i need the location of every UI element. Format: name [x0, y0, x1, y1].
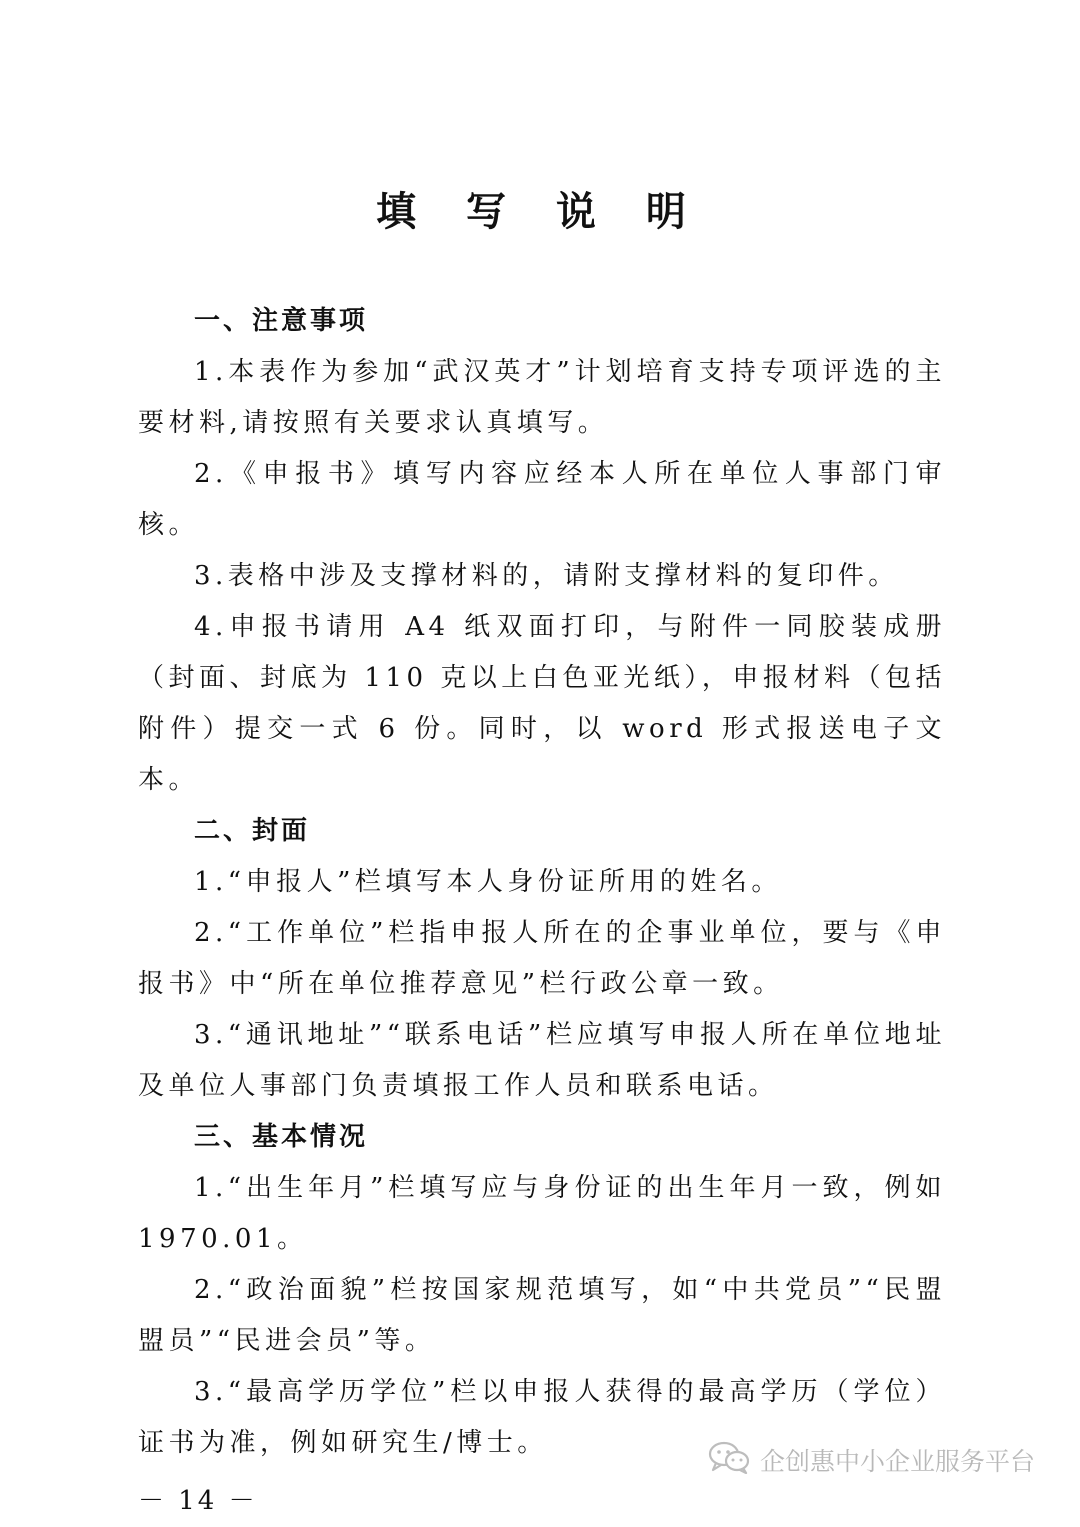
document-body — [138, 296, 946, 1469]
paragraph: 3.“通讯地址”“联系电话”栏应填写申报人所在单位地址及单位人事部门负责填报工作人员和联系电话。 — [138, 1020, 946, 1101]
watermark-text: 企创惠中小企业服务平台 — [760, 1447, 1036, 1476]
paragraph: 4.申报书请用 A4 纸双面打印，与附件一同胶装成册（封面、封底为 110 克以上白色亚光纸），申报材料（包括附件）提交一式 6 份。同时，以 word 形式报送电子文本。 — [138, 612, 946, 795]
section-heading: 二、封面 — [194, 816, 311, 846]
paragraph: 3.“最高学历学位”栏以申报人获得的最高学历（学位）证书为准，例如研究生/博士。 — [138, 1377, 946, 1458]
section-heading: 一、注意事项 — [194, 306, 369, 336]
wechat-icon — [708, 1440, 750, 1480]
paragraph: 2.“政治面貌”栏按国家规范填写，如“中共党员”“民盟盟员”“民进会员”等。 — [138, 1275, 946, 1356]
paragraph: 2.《申报书》填写内容应经本人所在单位人事部门审核。 — [138, 459, 946, 540]
section-heading: 三、基本情况 — [194, 1122, 369, 1152]
watermark — [708, 1440, 1035, 1480]
page-number: － 14 － — [138, 1486, 258, 1516]
paragraph: 1.“申报人”栏填写本人身份证所用的姓名。 — [194, 867, 782, 897]
paragraph: 3.表格中涉及支撑材料的，请附支撑材料的复印件。 — [194, 561, 899, 591]
paragraph: 2.“工作单位”栏指申报人所在的企事业单位，要与《申报书》中“所在单位推荐意见”栏行政公章一致。 — [138, 918, 946, 999]
paragraph: 1.“出生年月”栏填写应与身份证的出生年月一致，例如 1970.01。 — [138, 1173, 946, 1254]
paragraph: 1.本表作为参加“武汉英才”计划培育支持专项评选的主要材料,请按照有关要求认真填写。 — [138, 357, 946, 438]
page-title: 填 写 说 明 — [376, 189, 704, 235]
